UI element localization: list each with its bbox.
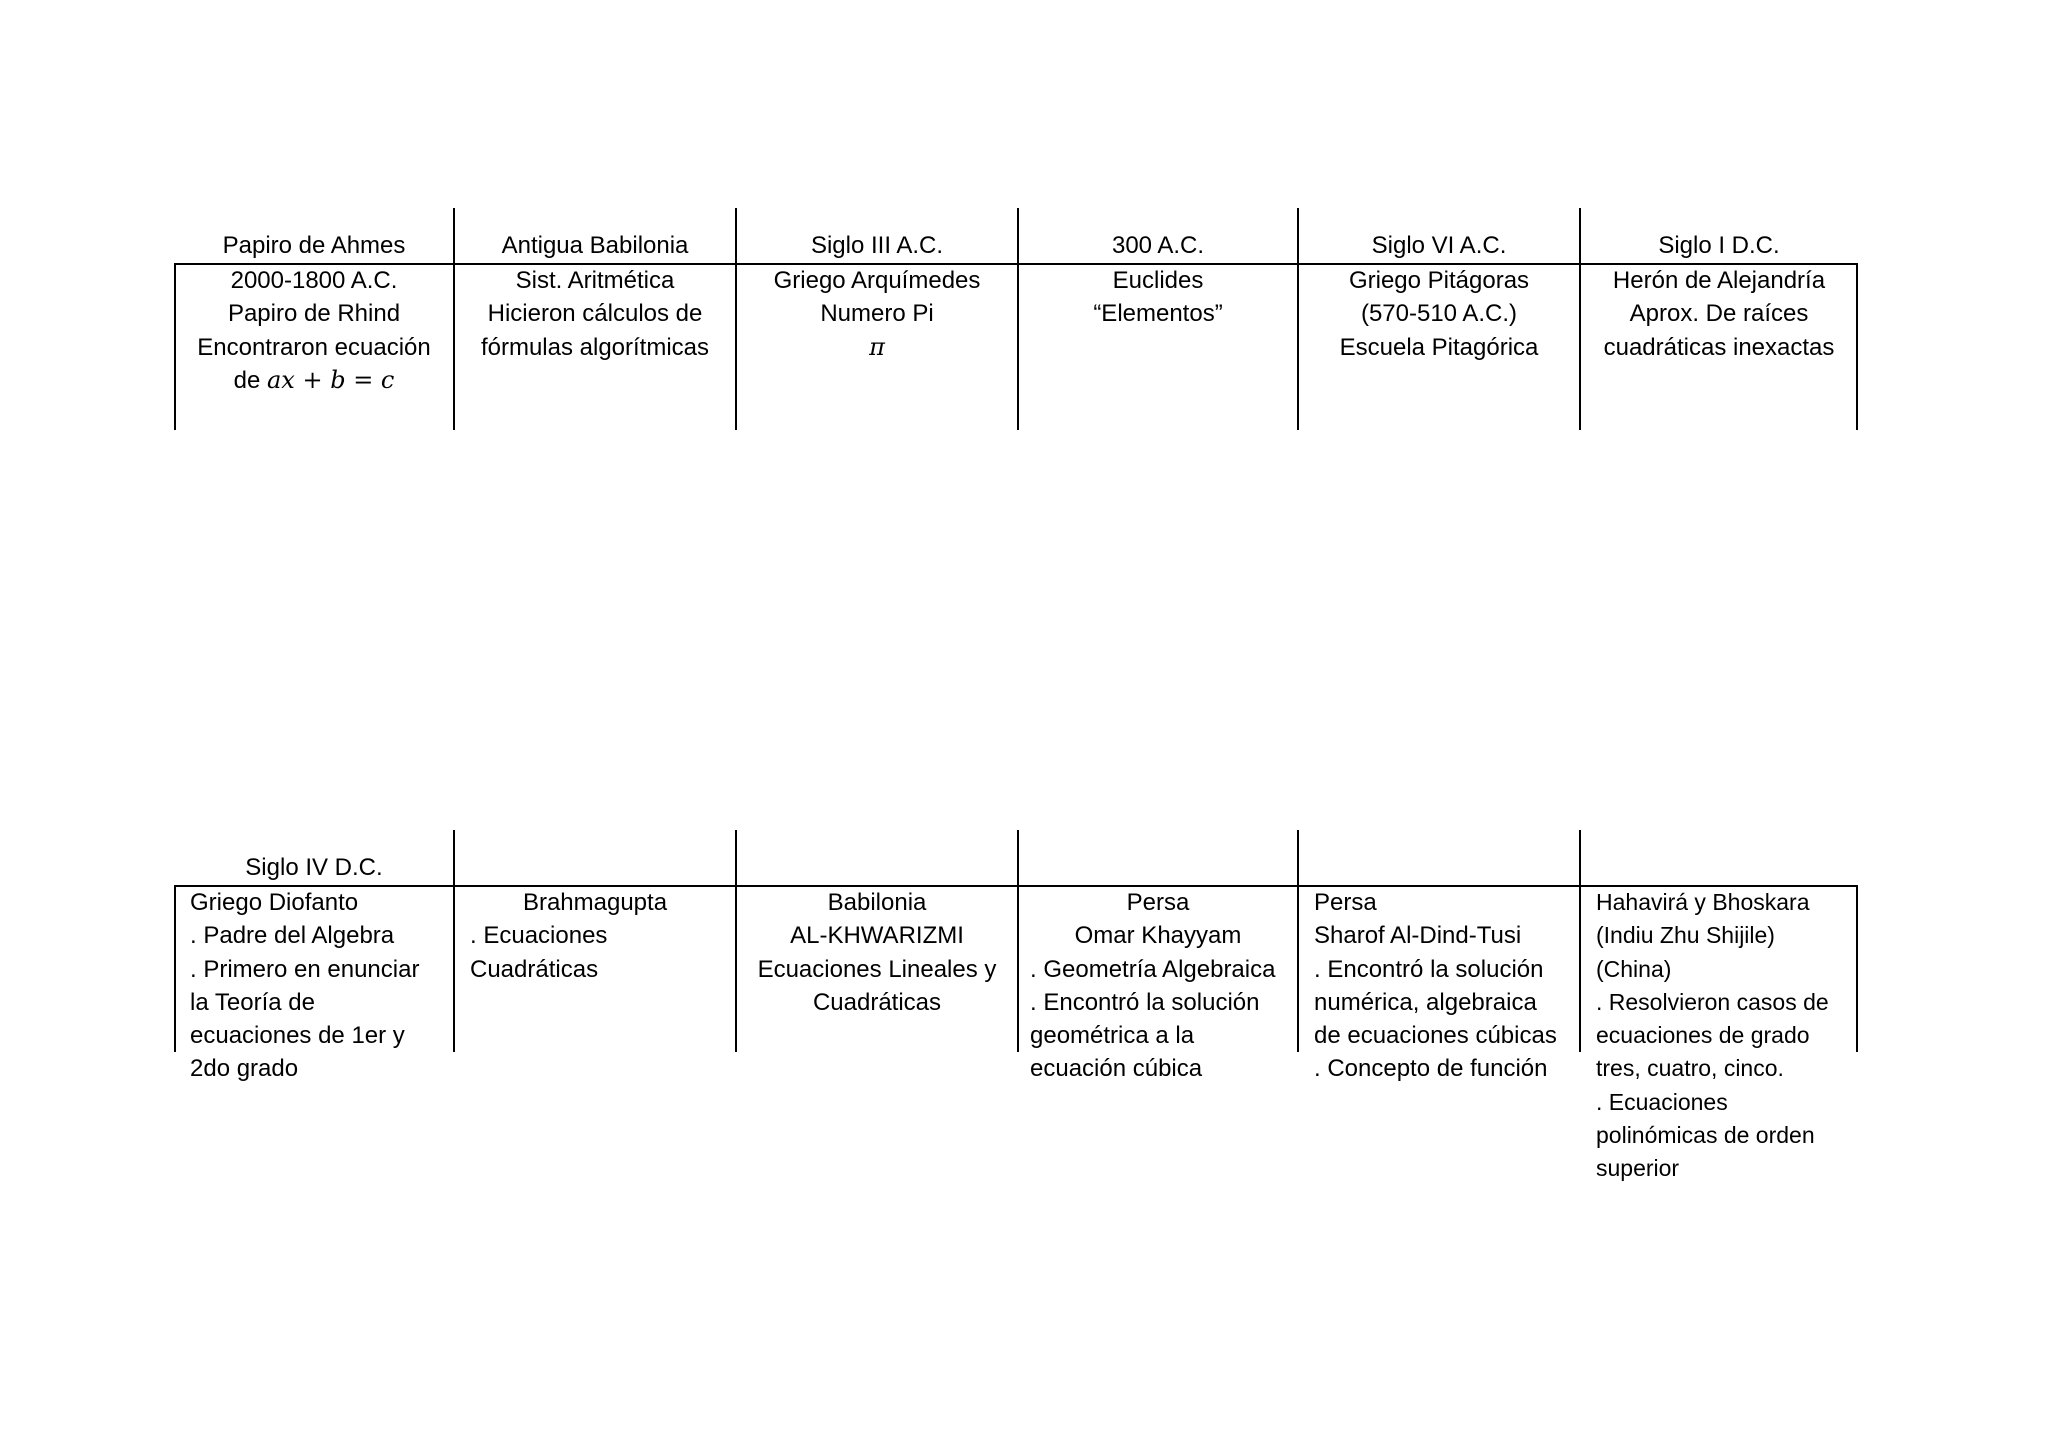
- horizontal-rule: [174, 885, 1858, 887]
- body-line: Persa: [1314, 889, 1377, 916]
- body-line: 2000-1800 A.C.: [230, 267, 398, 294]
- column-header: Siglo III A.C.: [810, 232, 944, 259]
- horizontal-rule: [174, 263, 1858, 265]
- vertical-rule: [1579, 830, 1581, 1052]
- body-line: “Elementos”: [1093, 300, 1223, 328]
- body-line: (Indiu Zhu Shijile): [1596, 922, 1775, 949]
- body-line: . Geometría Algebraica: [1030, 955, 1276, 983]
- body-line: polinómicas de orden: [1596, 1122, 1815, 1149]
- column-header: [1298, 830, 1580, 886]
- timeline-table-bottom: [174, 830, 1858, 1182]
- timeline-table-top: [174, 208, 1858, 430]
- body-line: Numero Pi: [820, 300, 934, 328]
- vertical-rule: [1856, 264, 1858, 430]
- body-line: geométrica a la: [1030, 1022, 1195, 1050]
- body-line: Hicieron cálculos de: [487, 300, 703, 328]
- column-body: [454, 886, 736, 1052]
- vertical-rule: [453, 208, 455, 430]
- column-body: [736, 886, 1018, 1052]
- body-line: la Teoría de: [190, 988, 315, 1016]
- column-header: [454, 830, 736, 886]
- column-header: Papiro de Ahmes: [222, 232, 406, 259]
- vertical-rule: [1017, 830, 1019, 1052]
- body-line: Encontraron ecuación: [197, 333, 431, 361]
- body-line: Griego Pitágoras: [1348, 267, 1530, 294]
- column-header: 300 A.C.: [1111, 232, 1205, 259]
- vertical-rule: [1297, 208, 1299, 430]
- body-line: Aprox. De raíces: [1629, 300, 1809, 328]
- body-line: . Ecuaciones: [470, 922, 608, 950]
- linear-equation: ax + b = c: [266, 365, 395, 394]
- column-sharof-al-dind-tusi: [1298, 830, 1580, 1083]
- body-line: 2do grado: [190, 1055, 299, 1083]
- vertical-rule: [735, 830, 737, 1052]
- body-line: numérica, algebraica: [1314, 988, 1537, 1016]
- body-line: Herón de Alejandría: [1612, 267, 1826, 294]
- column-body: [1018, 264, 1298, 430]
- column-header: Siglo VI A.C.: [1371, 232, 1507, 259]
- column-hahavira-bhoskara: [1580, 830, 1858, 1182]
- vertical-rule: [735, 208, 737, 430]
- body-line: fórmulas algorítmicas: [480, 333, 710, 361]
- column-antigua-babilonia: [454, 208, 736, 430]
- column-body: [174, 264, 454, 430]
- body-line: AL-KHWARIZMI: [790, 922, 964, 950]
- body-line: (570-510 A.C.): [1360, 300, 1518, 328]
- body-line: de ecuaciones cúbicas: [1314, 1022, 1557, 1050]
- body-title: Brahmagupta: [522, 889, 668, 916]
- column-300-ac: [1018, 208, 1298, 430]
- body-line: Cuadráticas: [812, 988, 942, 1016]
- body-line: superior: [1596, 1155, 1680, 1182]
- body-line: Babilonia: [827, 889, 927, 916]
- column-omar-khayyam: [1018, 830, 1298, 1083]
- column-body: [1580, 886, 1858, 1182]
- vertical-rule: [174, 886, 176, 1052]
- column-siglo-vi-ac: [1298, 208, 1580, 430]
- body-line: . Encontró la solución: [1314, 955, 1544, 983]
- column-papiro-de-ahmes: [174, 208, 454, 430]
- equation-prefix: de: [233, 366, 267, 394]
- body-line: Papiro de Rhind: [227, 300, 401, 328]
- column-header: [1018, 830, 1298, 886]
- body-line: . Concepto de función: [1314, 1055, 1548, 1083]
- column-header: Siglo IV D.C.: [245, 854, 383, 881]
- vertical-rule: [1579, 208, 1581, 430]
- column-al-khwarizmi: [736, 830, 1018, 1052]
- body-title: Persa: [1126, 889, 1190, 916]
- column-siglo-iv-dc: [174, 830, 454, 1083]
- body-line: Escuela Pitagórica: [1339, 333, 1539, 361]
- column-body: [736, 264, 1018, 430]
- body-line: Sist. Aritmética: [515, 267, 675, 294]
- body-line: . Ecuaciones: [1596, 1088, 1728, 1115]
- body-line: Cuadráticas: [470, 955, 599, 983]
- column-body: [1580, 264, 1858, 430]
- pi-symbol: π: [869, 332, 885, 361]
- column-body: [454, 264, 736, 430]
- body-line: ecuaciones de grado: [1596, 1022, 1810, 1049]
- column-header: Siglo I D.C.: [1658, 232, 1780, 259]
- body-line: ecuación cúbica: [1030, 1055, 1203, 1083]
- column-siglo-i-dc: [1580, 208, 1858, 430]
- column-body: [1018, 886, 1298, 1083]
- equation-line: [174, 364, 454, 397]
- column-body: [1298, 264, 1580, 430]
- body-line: (China): [1596, 955, 1672, 982]
- body-line: Sharof Al-Dind-Tusi: [1314, 922, 1522, 950]
- body-line: . Encontró la solución: [1030, 988, 1260, 1016]
- column-body: [1298, 886, 1580, 1083]
- column-body: [174, 886, 454, 1083]
- body-line: Griego Diofanto: [190, 889, 359, 916]
- body-line: Ecuaciones Lineales y: [757, 955, 997, 983]
- vertical-rule: [1297, 830, 1299, 1052]
- body-line: Hahavirá y Bhoskara: [1596, 889, 1810, 915]
- column-brahmagupta: [454, 830, 736, 1052]
- vertical-rule: [174, 264, 176, 430]
- vertical-rule: [453, 830, 455, 1052]
- body-line: tres, cuatro, cinco.: [1596, 1055, 1784, 1082]
- body-line: . Resolvieron casos de: [1596, 988, 1829, 1015]
- body-line: . Padre del Algebra: [190, 922, 395, 950]
- body-line: ecuaciones de 1er y: [190, 1022, 405, 1050]
- body-line: Griego Arquímedes: [773, 267, 981, 294]
- body-line: . Primero en enunciar: [190, 955, 420, 983]
- body-line: cuadráticas inexactas: [1603, 333, 1835, 361]
- column-header: [1580, 830, 1858, 886]
- vertical-rule: [1856, 886, 1858, 1052]
- vertical-rule: [1017, 208, 1019, 430]
- column-siglo-iii-ac: [736, 208, 1018, 430]
- body-title: Omar Khayyam: [1074, 922, 1242, 950]
- body-line: Euclides: [1112, 267, 1204, 294]
- column-header: Antigua Babilonia: [501, 232, 689, 259]
- column-header: [736, 830, 1018, 886]
